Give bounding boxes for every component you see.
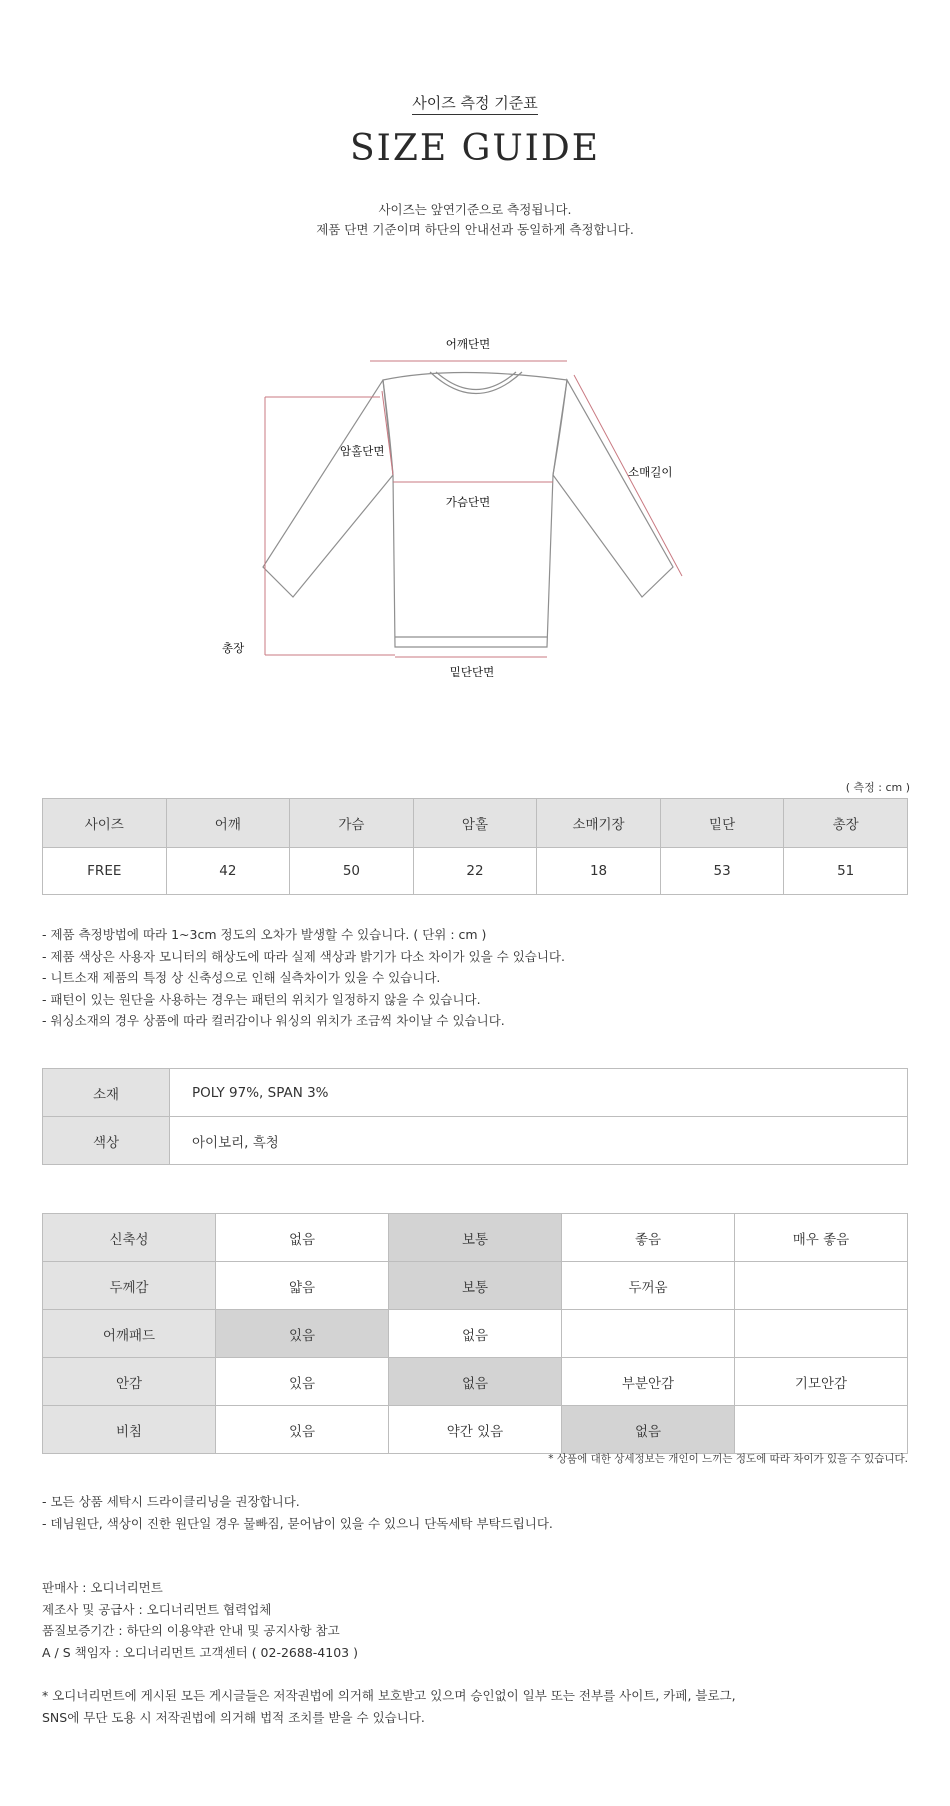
fit-option: 좋음 [562,1214,735,1262]
title-english: SIZE GUIDE [349,128,601,169]
note-line: - 워싱소재의 경우 상품에 따라 컬러감이나 워싱의 위치가 조금씩 차이날 수 있습니다. [42,1013,505,1028]
hem-label: 밑단단면 [449,665,495,679]
intro-line: 제품 단면 기준이며 하단의 안내선과 동일하게 측정합니다. [316,222,634,237]
fit-table [42,1213,908,1454]
fit-note: * 상품에 대한 상세정보는 개인이 느끼는 정도에 따라 차이가 있을 수 있습니다. [548,1453,908,1465]
material-value: POLY 97%, SPAN 3% [170,1069,908,1117]
fit-row-label: 비침 [43,1406,216,1454]
sleeve-cell: 18 [537,848,661,895]
size-cell: FREE [43,848,167,895]
fit-option: 얇음 [216,1262,389,1310]
note-line: - 제품 색상은 사용자 모니터의 해상도에 따라 실제 색상과 밝기가 다소 차이가 있을 수 있습니다. [42,948,565,964]
copyright-line: SNS에 무단 도용 시 저작권법에 의거해 법적 조치를 받을 수 있습니다. [42,1709,425,1725]
fit-option-selected: 있음 [216,1310,389,1358]
left-sleeve [263,380,393,597]
seller-info-line: 품질보증기간 : 하단의 이용약관 안내 및 공지사항 참고 [42,1623,340,1638]
seller-info-line: A / S 책임자 : 오디너리먼트 고객센터 ( 02-2688-4103 ) [42,1644,358,1660]
fit-option [735,1406,908,1454]
table-row [43,1117,908,1165]
fit-option [562,1310,735,1358]
right-sleeve [553,380,673,597]
fit-row [43,1214,908,1262]
header-cell: 밑단 [660,799,784,848]
note-line: - 제품 측정방법에 따라 1~3cm 정도의 오차가 발생할 수 있습니다. ( 단위 : cm ) [42,927,487,942]
chest-label: 가슴단면 [445,495,491,509]
measurement-lines [265,361,682,657]
fit-option-selected: 보통 [389,1214,562,1262]
shoulder-cell: 42 [166,848,290,895]
size-table [42,798,908,895]
header-cell: 가슴 [290,799,414,848]
fit-option: 두꺼움 [562,1262,735,1310]
fit-row [43,1262,908,1310]
care-notes [42,1491,553,1534]
fit-row-label: 두께감 [43,1262,216,1310]
fit-option [735,1262,908,1310]
fit-option-selected: 없음 [562,1406,735,1454]
header-cell: 암홀 [413,799,537,848]
garment-measurement-diagram [210,335,710,680]
fit-option: 있음 [216,1406,389,1454]
hem-cell: 53 [660,848,784,895]
header-cell: 어깨 [166,799,290,848]
sleeve-label: 소매길이 [628,465,673,479]
neckline [430,372,522,394]
fit-option: 없음 [389,1310,562,1358]
measurement-notes [42,924,565,1032]
fit-row [43,1310,908,1358]
fit-option: 약간 있음 [389,1406,562,1454]
fit-option: 매우 좋음 [735,1214,908,1262]
fit-row [43,1406,908,1454]
note-line: - 니트소재 제품의 특정 상 신축성으로 인해 실측차이가 있을 수 있습니다. [42,970,441,985]
title-korean-text: 사이즈 측정 기준표 [412,94,537,115]
fit-option: 부분안감 [562,1358,735,1406]
header-cell: 소매기장 [537,799,661,848]
length-cell: 51 [784,848,908,895]
fit-row-label: 신축성 [43,1214,216,1262]
seller-info-line: 제조사 및 공급사 : 오디너리먼트 협력업체 [42,1601,272,1617]
seller-info [42,1577,358,1663]
armhole-measure-line [382,391,393,475]
header-cell: 총장 [784,799,908,848]
shoulder-label: 어깨단면 [445,337,491,351]
title-korean [0,92,950,113]
fit-option-selected: 보통 [389,1262,562,1310]
material-label: 소재 [43,1069,170,1117]
fit-row-label: 어깨패드 [43,1310,216,1358]
fit-option: 기모안감 [735,1358,908,1406]
header-cell: 사이즈 [43,799,167,848]
fit-row-label: 안감 [43,1358,216,1406]
fit-option: 있음 [216,1358,389,1406]
fit-option: 없음 [216,1214,389,1262]
seller-info-line: 판매사 : 오디너리먼트 [42,1580,163,1595]
copyright-notice [42,1685,736,1728]
armhole-cell: 22 [413,848,537,895]
table-row [43,848,908,895]
length-label: 총장 [222,641,245,655]
copyright-line: * 오디너리먼트에 게시된 모든 게시글들은 저작권법에 의거해 보호받고 있으며 승인없이 일부 또는 전부를 사이트, 카페, 블로그, [42,1688,736,1703]
color-value: 아이보리, 흑청 [170,1117,908,1165]
fit-option-selected: 없음 [389,1358,562,1406]
size-table-header [43,799,908,848]
fit-option [735,1310,908,1358]
unit-note: ( 측정 : cm ) [845,781,910,794]
intro-line: 사이즈는 앞연기준으로 측정됩니다. [378,202,572,217]
color-label: 색상 [43,1117,170,1165]
table-row [43,1069,908,1117]
neckline-rib [436,372,516,390]
care-note-line: - 데님원단, 색상이 진한 원단일 경우 물빠짐, 묻어남이 있을 수 있으니 단독세탁 부탁드립니다. [42,1515,553,1531]
chest-cell: 50 [290,848,414,895]
fit-row [43,1358,908,1406]
sweater-body [383,373,567,648]
armhole-label: 암홀단면 [340,444,385,458]
care-note-line: - 모든 상품 세탁시 드라이클리닝을 권장합니다. [42,1494,300,1509]
material-table [42,1068,908,1165]
note-line: - 패턴이 있는 원단을 사용하는 경우는 패턴의 위치가 일정하지 않을 수 있습니다. [42,991,481,1007]
sweater-outline [263,372,673,647]
